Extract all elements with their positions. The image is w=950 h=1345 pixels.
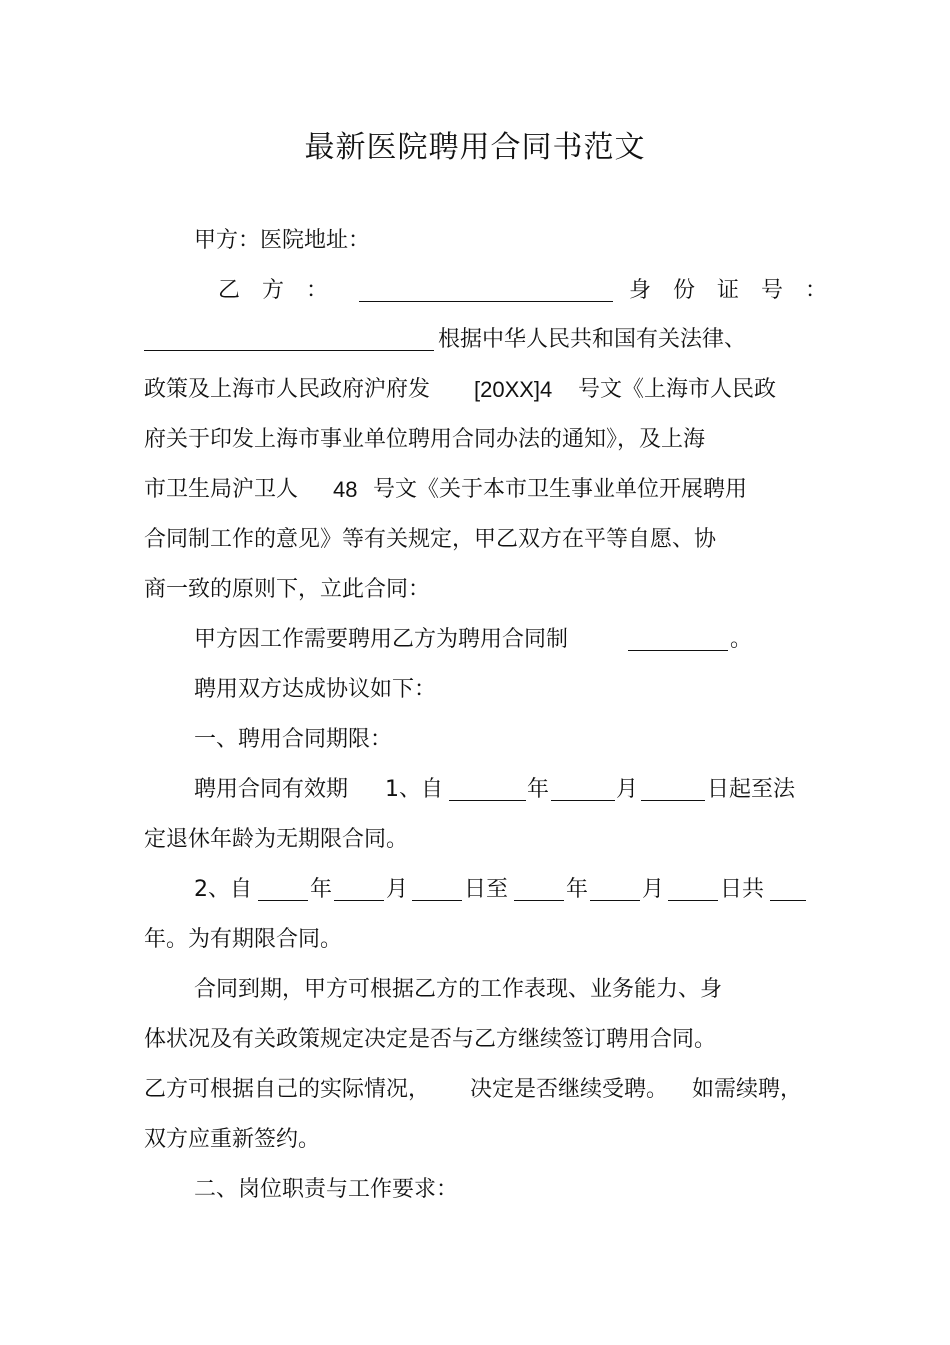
start-month-blank <box>334 878 384 901</box>
document-title: 最新医院聘用合同书范文 <box>304 130 646 165</box>
para-line-14b: 年 <box>310 877 333 902</box>
id-number-label: 身 份 证 号 ： <box>629 278 828 303</box>
section-1-heading: 一、聘用合同期限： <box>194 727 393 752</box>
para-line-7: 合同制工作的意见》等有关规定，甲乙双方在平等自愿、协 <box>144 527 717 552</box>
para-line-4b: [20XX]4 <box>474 377 553 402</box>
party-b-label: 乙 方 ： <box>218 278 329 303</box>
total-years-blank <box>770 878 806 901</box>
para-line-6b: 48 <box>333 477 358 502</box>
para-line-13: 定退休年龄为无期限合同。 <box>144 827 409 852</box>
end-day-blank <box>668 878 718 901</box>
start-year-blank <box>258 878 308 901</box>
para-line-10: 聘用双方达成协议如下： <box>194 677 437 702</box>
para-line-12d: 月 <box>616 777 639 802</box>
para-line-14g: 日共 <box>720 877 765 902</box>
para-line-19: 双方应重新签约。 <box>144 1127 321 1152</box>
para-line-14f: 月 <box>642 877 665 902</box>
end-month-blank <box>590 878 640 901</box>
para-line-4c: 号文《上海市人民政 <box>578 377 777 402</box>
para-line-5: 府关于印发上海市事业单位聘用合同办法的通知》，及上海 <box>144 427 706 452</box>
para-line-6a: 市卫生局沪卫人 <box>144 477 299 502</box>
month-blank <box>551 778 615 801</box>
section-2-heading: 二、岗位职责与工作要求： <box>194 1177 459 1202</box>
para-line-12e: 日起至法 <box>707 777 796 802</box>
para-line-6c: 号文《关于本市卫生事业单位开展聘用 <box>373 477 748 502</box>
party-b-name-blank <box>359 279 613 302</box>
party-a-line: 甲方：医院地址： <box>194 228 371 253</box>
id-number-blank <box>144 328 434 351</box>
para-line-8: 商一致的原则下，立此合同： <box>144 577 431 602</box>
para-line-18c: 如需续聘， <box>692 1077 803 1102</box>
para-line-16: 合同到期，甲方可根据乙方的工作表现、业务能力、身 <box>194 977 723 1002</box>
para-line-14e: 年 <box>566 877 589 902</box>
para-line-3: 根据中华人民共和国有关法律、 <box>438 327 747 352</box>
para-line-15: 年。为有期限合同。 <box>144 927 343 952</box>
para-line-12a: 聘用合同有效期 <box>194 777 349 802</box>
para-line-9a: 甲方因工作需要聘用乙方为聘用合同制 <box>194 627 569 652</box>
start-day-blank <box>412 878 462 901</box>
para-line-18a: 乙方可根据自己的实际情况， <box>144 1077 431 1102</box>
para-line-14a: 2、自 <box>194 877 252 902</box>
para-line-9b: 。 <box>730 627 753 652</box>
year-blank <box>449 778 526 801</box>
end-year-blank <box>514 878 564 901</box>
day-blank <box>641 778 705 801</box>
para-line-14c: 月 <box>386 877 409 902</box>
para-line-14d: 日至 <box>464 877 509 902</box>
position-blank <box>628 628 728 651</box>
para-line-17: 体状况及有关政策规定决定是否与乙方继续签订聘用合同。 <box>144 1027 717 1052</box>
para-line-12c: 年 <box>527 777 550 802</box>
para-line-4a: 政策及上海市人民政府沪府发 <box>144 377 431 402</box>
para-line-18b: 决定是否继续受聘。 <box>470 1077 669 1102</box>
para-line-12b: 1、自 <box>385 777 443 802</box>
